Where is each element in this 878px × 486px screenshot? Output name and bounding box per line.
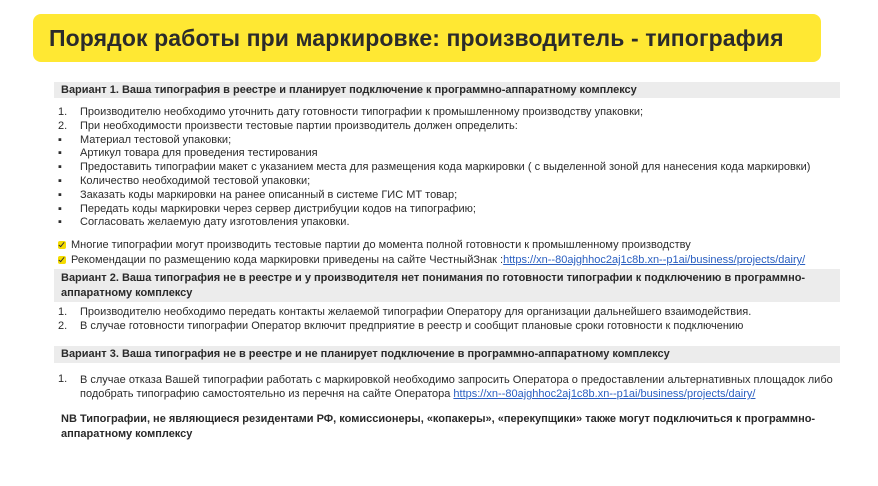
list-item [58, 134, 838, 148]
list-item-text [80, 373, 833, 401]
page-title: Порядок работы при маркировке: производитель - типография [49, 24, 784, 51]
list-item-text: Заказать коды маркировки на ранее описанный в системе ГИС МТ товар; [80, 188, 458, 201]
list-marker: 1. [58, 306, 68, 318]
variant1-list [58, 106, 838, 230]
note-text: Многие типографии могут производить тестовые партии до момента полной готовности к промышленному производству [71, 239, 691, 251]
list-item-text: Материал тестовой упаковки; [80, 133, 232, 146]
list-item-text: При необходимости произвести тестовые партии производитель должен определить: [80, 119, 518, 132]
list-item-text: Производителю необходимо уточнить дату готовности типографии к промышленному производству упаковки; [80, 106, 644, 118]
list-marker: ▪ [58, 174, 62, 187]
list-item [58, 216, 838, 230]
list-item [58, 373, 833, 401]
list-item [58, 106, 838, 120]
list-marker: ▪ [58, 202, 62, 215]
list-item [58, 203, 838, 217]
list-item-text: Предоставить типографии макет с указанием места для размещения кода маркировки ( с выделенной зоной для нанесения кода маркировки) [80, 161, 811, 174]
list-item [58, 120, 838, 134]
list-item-text: Передать коды маркировки через сервер дистрибуции кодов на типографию; [80, 202, 476, 215]
variant2-list [58, 306, 838, 334]
operator-link[interactable]: https://xn--80ajghhoc2aj1c8b.xn--p1ai/business/projects/dairy/ [453, 388, 756, 400]
list-marker: 1. [58, 106, 68, 118]
variant1-header [54, 82, 840, 98]
list-item [58, 320, 838, 334]
list-marker: ▪ [58, 216, 62, 229]
variant3-header-text: Вариант 3. Ваша типография не в реестре и не планирует подключение в программно-аппаратному комплексу [61, 348, 670, 360]
honest-sign-link[interactable]: https://xn--80ajghhoc2aj1c8b.xn--p1ai/business/projects/dairy/ [503, 254, 806, 266]
list-marker: ▪ [58, 133, 62, 146]
list-item [58, 175, 838, 189]
variant2-header [54, 269, 840, 302]
list-marker: 2. [58, 319, 68, 332]
list-item-body: В случае отказа Вашей типографии работать с маркировкой необходимо запросить Оператора о предоставлении альтернативных площадок либо подобрать типографию самостоятельно из перечня на сайте Оператора [80, 374, 833, 400]
list-item-text: В случае готовности типографии Оператор включит предприятие в реестр и сообщит плановые сроки готовности к подключению [80, 319, 744, 332]
list-item [58, 189, 838, 203]
note-text: Рекомендации по размещению кода маркировки приведены на сайте ЧестныйЗнак : [71, 254, 504, 266]
list-item-text: Производителю необходимо передать контакты желаемой типографии Оператору для организации дальнейшего взаимодействия. [80, 306, 752, 318]
list-marker: ▪ [58, 147, 62, 160]
list-item [58, 147, 838, 161]
variant1-header-text: Вариант 1. Ваша типография в реестре и планирует подключение к программно-аппаратному комплексу [61, 83, 637, 96]
variant3-header [54, 346, 840, 363]
list-marker: ▪ [58, 161, 62, 174]
list-marker: 2. [58, 119, 68, 132]
check-icon [58, 241, 66, 249]
list-item [58, 306, 838, 320]
list-item [58, 161, 838, 175]
nb-note: NB Типографии, не являющиеся резидентами РФ, комиссионеры, «копакеры», «перекупщики» также могут подключиться к программно-аппаратному комплексу [61, 413, 816, 440]
variant3-list [58, 373, 833, 401]
note-row [58, 253, 805, 267]
title-banner [33, 14, 821, 62]
list-item-text: Согласовать желаемую дату изготовления упаковки. [80, 216, 350, 229]
variant2-header-text: Вариант 2. Ваша типография не в реестре и у производителя нет понимания по готовности типографии к подключению в программно-аппаратному комплексу [61, 271, 806, 299]
list-item-text: Количество необходимой тестовой упаковки; [80, 174, 311, 187]
list-marker: ▪ [58, 188, 62, 201]
list-marker: 1. [58, 373, 68, 385]
check-icon [58, 256, 66, 264]
list-item-text: Артикул товара для проведения тестирования [80, 147, 318, 160]
note-row [58, 238, 691, 252]
